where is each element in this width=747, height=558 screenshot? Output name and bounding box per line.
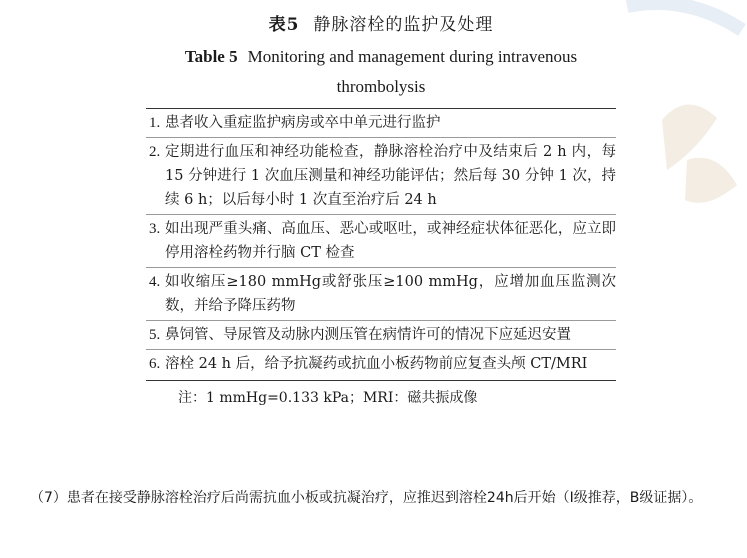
table-title-cn bbox=[146, 12, 616, 38]
table-item bbox=[146, 268, 616, 321]
table-number-cn: 表5 bbox=[268, 15, 300, 35]
table-title-cn-text: 静脉溶栓的监护及处理 bbox=[313, 15, 494, 35]
item-text: 如收缩压≥180 mmHg或舒张压≥100 mmHg，应增加血压监测次数，并给予降压药物 bbox=[165, 274, 616, 314]
table-5 bbox=[146, 12, 616, 409]
table-bottom-rule bbox=[146, 380, 616, 381]
item-number: 1. bbox=[149, 115, 161, 131]
table-items bbox=[146, 109, 616, 378]
item-number: 2. bbox=[149, 144, 161, 160]
item-text: 定期进行血压和神经功能检查，静脉溶栓治疗中及结束后 2 h 内，每 15 分钟进行 1 次血压测量和神经功能评估；然后每 30 分钟 1 次，持续 6 h；以后每小时 1 次直至治疗后 24 h bbox=[165, 144, 616, 208]
item-text: 患者收入重症监护病房或卒中单元进行监护 bbox=[165, 115, 441, 131]
table-number-en: Table 5 bbox=[184, 47, 238, 66]
item-number: 5. bbox=[149, 327, 161, 343]
item-text: 溶栓 24 h 后，给予抗凝药或抗血小板药物前应复查头颅 CT/MRI bbox=[165, 356, 588, 372]
item-text: 如出现严重头痛、高血压、恶心或呕吐，或神经症状体征恶化，应立即停用溶栓药物并行脑 CT 检查 bbox=[165, 221, 616, 261]
table-item bbox=[146, 321, 616, 350]
body-paragraph: （7）患者在接受静脉溶栓治疗后尚需抗血小板或抗凝治疗，应推迟到溶栓24h后开始（Ⅰ级推荐，B级证据）。 bbox=[30, 490, 703, 506]
table-item bbox=[146, 215, 616, 268]
item-number: 6. bbox=[149, 356, 161, 372]
table-item bbox=[146, 109, 616, 138]
item-text: 鼻饲管、导尿管及动脉内测压管在病情许可的情况下应延迟安置 bbox=[165, 327, 571, 343]
table-title-en-text: Monitoring and management during intravenous thrombolysis bbox=[247, 47, 578, 96]
item-number: 3. bbox=[149, 221, 161, 237]
table-item bbox=[146, 350, 616, 378]
item-number: 4. bbox=[149, 274, 161, 290]
table-title-en bbox=[146, 42, 616, 102]
table-note: 注：1 mmHg=0.133 kPa；MRI：磁共振成像 bbox=[178, 390, 478, 406]
table-item bbox=[146, 138, 616, 215]
